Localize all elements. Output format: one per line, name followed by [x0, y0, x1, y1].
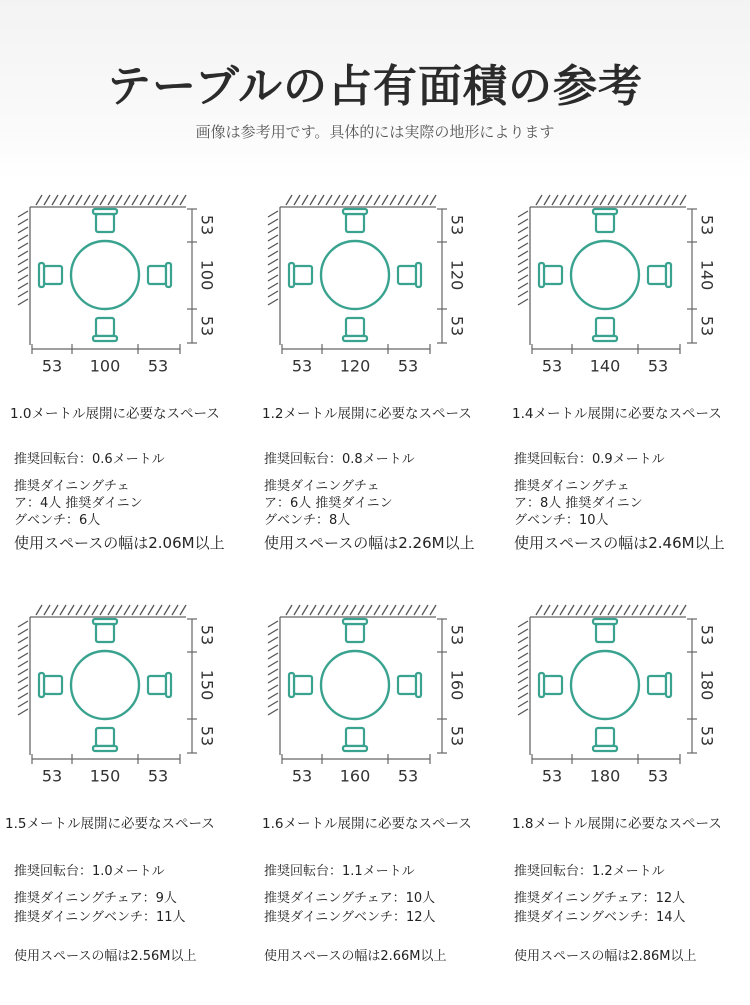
chair-icon [593, 209, 617, 232]
chair-recommendation: 推奨ダイニングチェア：12人 [514, 891, 686, 906]
layout-caption: 1.4メートル展開に必要なスペース [512, 406, 722, 422]
dimension-label-left: 53 [541, 766, 563, 786]
dimension-label-top: 53 [197, 214, 217, 236]
dimension-label-bottom: 53 [697, 725, 717, 747]
dimension-label-top: 53 [447, 214, 467, 236]
rotary-table-recommendation: 推奨回転台：1.1メートル [264, 864, 415, 879]
dimension-label-table: 150 [89, 766, 121, 786]
usage-width-note: 使用スペースの幅は2.66M以上 [264, 949, 447, 964]
round-table-icon [71, 241, 139, 309]
usage-width-note: 使用スペースの幅は2.06M以上 [14, 534, 225, 552]
table-layout-card [500, 595, 750, 1005]
rotary-table-recommendation: 推奨回転台：0.6メートル [14, 452, 165, 467]
chair-icon [539, 263, 562, 287]
table-layout-card [250, 595, 500, 1005]
chair-icon [289, 673, 312, 697]
table-layout-card [0, 185, 250, 595]
chair-bench-recommendation: 推奨ダイニングチェア：6人 推奨ダイニングベンチ：8人 [264, 479, 393, 528]
rotary-table-recommendation: 推奨回転台：1.0メートル [14, 864, 165, 879]
dimension-label-bottom: 53 [447, 725, 467, 747]
dimension-label-right: 53 [147, 766, 169, 786]
dimension-label-right: 53 [397, 766, 419, 786]
recommendation-block [514, 451, 744, 529]
chair-icon [593, 619, 617, 642]
dimension-label-table: 150 [197, 669, 217, 701]
recommendation-block [514, 863, 744, 926]
chair-icon [93, 318, 117, 341]
rotary-table-recommendation: 推奨回転台：0.9メートル [514, 452, 665, 467]
layout-caption: 1.2メートル展開に必要なスペース [262, 406, 472, 422]
chair-icon [148, 263, 171, 287]
page-title: テーブルの占有面積の参考 [106, 61, 644, 112]
round-table-icon [321, 651, 389, 719]
chair-icon [398, 673, 421, 697]
dimension-label-table: 160 [447, 669, 467, 701]
layout-caption: 1.5メートル展開に必要なスペース [5, 816, 215, 832]
dimension-label-right: 53 [147, 356, 169, 376]
chair-icon [343, 728, 367, 751]
chair-icon [593, 318, 617, 341]
bench-recommendation: 推奨ダイニングベンチ：12人 [264, 910, 436, 925]
usage-width-note: 使用スペースの幅は2.26M以上 [264, 534, 475, 552]
dimension-label-top: 53 [197, 624, 217, 646]
table-layout-card [500, 185, 750, 595]
dimension-label-bottom: 53 [197, 725, 217, 747]
dimension-label-left: 53 [541, 356, 563, 376]
dimension-label-right: 53 [647, 766, 669, 786]
dimension-label-table: 140 [589, 356, 621, 376]
dimension-label-left: 53 [41, 766, 63, 786]
dimension-label-left: 53 [41, 356, 63, 376]
dimension-label-right: 53 [397, 356, 419, 376]
chair-recommendation: 推奨ダイニングチェア：9人 [14, 891, 177, 906]
chair-icon [39, 263, 62, 287]
recommendation-block [14, 451, 244, 529]
dimension-label-table: 120 [447, 259, 467, 291]
dimension-label-table: 160 [339, 766, 371, 786]
chair-icon [343, 619, 367, 642]
chair-icon [93, 209, 117, 232]
dimension-label-left: 53 [291, 356, 313, 376]
chair-icon [398, 263, 421, 287]
layout-caption: 1.6メートル展開に必要なスペース [262, 816, 472, 832]
chair-icon [289, 263, 312, 287]
table-layout-diagram [250, 185, 500, 385]
dimension-label-bottom: 53 [197, 315, 217, 337]
table-layout-card [0, 595, 250, 1005]
chair-icon [593, 728, 617, 751]
table-layout-diagram [250, 595, 500, 795]
chair-icon [93, 728, 117, 751]
bench-recommendation: 推奨ダイニングベンチ：14人 [514, 910, 686, 925]
dimension-label-right: 53 [647, 356, 669, 376]
table-layout-diagram [0, 185, 250, 385]
recommendation-block [264, 863, 494, 926]
chair-icon [343, 209, 367, 232]
chair-icon [539, 673, 562, 697]
round-table-icon [571, 651, 639, 719]
table-layout-card [250, 185, 500, 595]
usage-width-note: 使用スペースの幅は2.86M以上 [514, 949, 697, 964]
dimension-label-table: 180 [697, 669, 717, 701]
recommendation-block [264, 451, 494, 529]
round-table-icon [571, 241, 639, 309]
rotary-table-recommendation: 推奨回転台：0.8メートル [264, 452, 415, 467]
dimension-label-top: 53 [447, 624, 467, 646]
dimension-label-bottom: 53 [697, 315, 717, 337]
dimension-label-table: 140 [697, 259, 717, 291]
dimension-label-bottom: 53 [447, 315, 467, 337]
page-subtitle: 画像は参考用です。具体的には実際の地形によります [195, 123, 555, 141]
recommendation-block [14, 863, 244, 926]
dimension-label-table: 120 [339, 356, 371, 376]
layout-caption: 1.8メートル展開に必要なスペース [512, 816, 722, 832]
usage-width-note: 使用スペースの幅は2.56M以上 [14, 949, 197, 964]
chair-icon [148, 673, 171, 697]
usage-width-note: 使用スペースの幅は2.46M以上 [514, 534, 725, 552]
round-table-icon [71, 651, 139, 719]
round-table-icon [321, 241, 389, 309]
chair-bench-recommendation: 推奨ダイニングチェア：4人 推奨ダイニングベンチ：6人 [14, 479, 143, 528]
dimension-label-top: 53 [697, 624, 717, 646]
dimension-label-table: 100 [197, 259, 217, 291]
chair-recommendation: 推奨ダイニングチェア：10人 [264, 891, 436, 906]
chair-icon [39, 673, 62, 697]
dimension-label-left: 53 [291, 766, 313, 786]
dimension-label-table: 100 [89, 356, 121, 376]
chair-bench-recommendation: 推奨ダイニングチェア：8人 推奨ダイニングベンチ：10人 [514, 479, 643, 528]
bench-recommendation: 推奨ダイニングベンチ：11人 [14, 910, 186, 925]
chair-icon [648, 673, 671, 697]
chair-icon [93, 619, 117, 642]
layout-caption: 1.0メートル展開に必要なスペース [10, 406, 220, 422]
dimension-label-table: 180 [589, 766, 621, 786]
chair-icon [648, 263, 671, 287]
chair-icon [343, 318, 367, 341]
table-layout-diagram [500, 185, 750, 385]
table-layout-diagram [0, 595, 250, 795]
rotary-table-recommendation: 推奨回転台：1.2メートル [514, 864, 665, 879]
table-layout-diagram [500, 595, 750, 795]
dimension-label-top: 53 [697, 214, 717, 236]
